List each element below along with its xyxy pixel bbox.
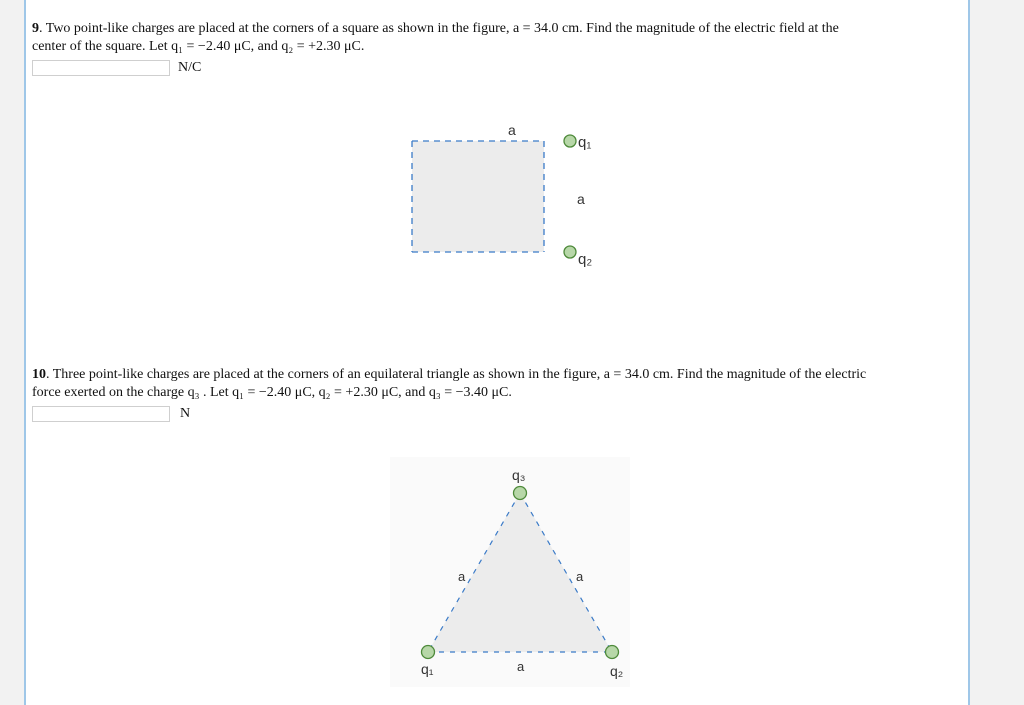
charge-q1-label: q₁	[421, 661, 434, 677]
question-9-unit: N/C	[178, 60, 202, 75]
question-9-line2: center of the square. Let q₁ = −2.40 μC, and q₂ = +2.30 μC.	[32, 39, 365, 54]
question-10-line2: force exerted on the charge q₃ . Let q₁ = −2.40 μC, q₂ = +2.30 μC, and q₃ = −3.40 μC.	[32, 385, 512, 400]
charge-q1-marker	[422, 646, 435, 659]
square-figure	[396, 115, 616, 275]
charge-q3-marker	[514, 487, 527, 500]
charge-q2-label: q₂	[610, 663, 624, 679]
question-10-unit: N	[180, 406, 191, 421]
triangle-right-side-label: a	[576, 569, 584, 584]
triangle-left-side-label: a	[458, 569, 466, 584]
charge-q3-label: q₃	[512, 467, 526, 483]
charge-q2-marker	[564, 246, 576, 258]
question-10-text	[32, 366, 962, 402]
question-9-number: 9	[32, 21, 39, 36]
charge-q1-label: q₁	[578, 134, 592, 151]
question-9-line1: . Two point-like charges are placed at the corners of a square as shown in the figure, a = 34.0 cm. Find the magnitude of the electric field at the	[39, 21, 839, 36]
charge-q2-label: q₂	[578, 251, 593, 268]
question-10-answer-input[interactable]	[32, 406, 170, 422]
charge-q1-marker	[564, 135, 576, 147]
square-right-side-label: a	[577, 191, 585, 207]
charge-q2-marker	[606, 646, 619, 659]
square-top-side-label: a	[508, 122, 516, 138]
square-shape	[412, 141, 544, 252]
triangle-figure	[388, 455, 633, 690]
question-page	[24, 0, 970, 705]
question-10-number: 10	[32, 367, 46, 382]
question-9-answer-input[interactable]	[32, 60, 170, 76]
question-10-line1: . Three point-like charges are placed at the corners of an equilateral triangle as shown in the figure, a = 34.0 cm. Find the magnitude of the electric	[46, 367, 867, 382]
question-9-text	[32, 20, 962, 56]
triangle-bottom-side-label: a	[517, 659, 525, 674]
